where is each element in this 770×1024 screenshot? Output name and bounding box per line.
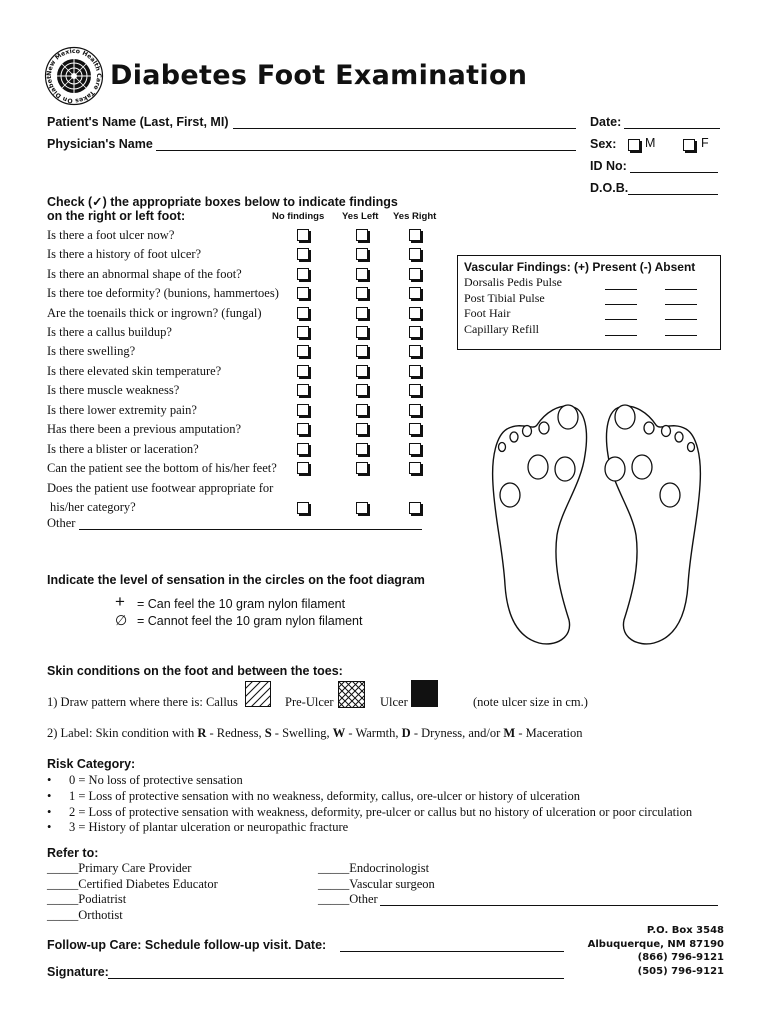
checkbox-row13-yes-left[interactable] — [356, 462, 368, 474]
checkbox-row10-yes-left[interactable] — [356, 404, 368, 416]
vascular-item-capillary: Capillary Refill — [464, 322, 539, 336]
checkbox-row11-yes-left[interactable] — [356, 423, 368, 435]
code-m-text: - Maceration — [515, 726, 583, 740]
id-field[interactable] — [630, 172, 718, 173]
code-w-text: - Warmth, — [345, 726, 402, 740]
question-skin-temperature: Is there elevated skin temperature? — [47, 364, 222, 378]
page-title: Diabetes Foot Examination — [110, 60, 528, 91]
code-d-text: - Dryness, and/or — [410, 726, 504, 740]
signature-label: Signature: — [47, 965, 109, 979]
dob-label: D.O.B. — [590, 181, 629, 195]
checkbox-row12-no-findings[interactable] — [297, 443, 309, 455]
question-ulcer-history: Is there a history of foot ulcer? — [47, 247, 202, 261]
checkbox-row4-yes-right[interactable] — [409, 287, 421, 299]
other-label: Other — [47, 516, 76, 530]
program-logo — [44, 46, 104, 106]
checkbox-row3-yes-left[interactable] — [356, 268, 368, 280]
refer-diabetes-educator[interactable]: _____Certified Diabetes Educator — [47, 877, 218, 891]
question-foot-ulcer: Is there a foot ulcer now? — [47, 228, 175, 242]
question-extremity-pain: Is there lower extremity pain? — [47, 403, 197, 417]
left-big-toe-circle — [558, 405, 578, 429]
checkbox-row7-yes-left[interactable] — [356, 345, 368, 357]
contact-po-box: P.O. Box 3548 — [646, 925, 724, 936]
risk-bullet: • — [47, 789, 52, 803]
question-abnormal-shape: Is there an abnormal shape of the foot? — [47, 267, 242, 281]
question-callus: Is there a callus buildup? — [47, 325, 172, 339]
refer-other[interactable]: _____Other — [318, 892, 378, 906]
ulcer-pattern-swatch — [411, 680, 438, 707]
checkbox-row5-yes-right[interactable] — [409, 307, 421, 319]
checkbox-row1-no-findings[interactable] — [297, 229, 309, 241]
check-instruction-2: on the right or left foot: — [47, 209, 186, 223]
question-toe-deformity: Is there toe deformity? (bunions, hammertoes) — [47, 286, 279, 300]
risk-bullet: • — [47, 805, 52, 819]
left-foot-outline — [493, 406, 587, 644]
checkbox-row1-yes-right[interactable] — [409, 229, 421, 241]
checkbox-row8-yes-right[interactable] — [409, 365, 421, 377]
checkbox-row9-yes-right[interactable] — [409, 384, 421, 396]
vascular-item-dorsalis: Dorsalis Pedis Pulse — [464, 275, 563, 289]
left-foot-sensation-circles — [499, 405, 579, 507]
plus-legend-text: = Can feel the 10 gram nylon filament — [137, 597, 346, 611]
vascular-present-dorsalis[interactable] — [605, 289, 637, 290]
sex-m-label: M — [645, 136, 656, 150]
left-met-1-circle — [555, 457, 575, 481]
vascular-title: Vascular Findings: (+) Present (-) Absent — [464, 260, 696, 274]
question-amputation: Has there been a previous amputation? — [47, 422, 242, 436]
risk-title: Risk Category: — [47, 757, 136, 771]
null-symbol: ∅ — [115, 612, 128, 628]
vascular-absent-capillary[interactable] — [665, 335, 697, 336]
vascular-absent-dorsalis[interactable] — [665, 289, 697, 290]
check-instruction: Check (✓) the appropriate boxes below to indicate findings — [47, 195, 398, 209]
id-label: ID No: — [590, 159, 627, 173]
question-muscle-weakness: Is there muscle weakness? — [47, 383, 180, 397]
checkbox-row13-no-findings[interactable] — [297, 462, 309, 474]
right-big-toe-circle — [615, 405, 635, 429]
question-footwear: Does the patient use footwear appropriate for — [47, 481, 274, 495]
checkbox-row11-no-findings[interactable] — [297, 423, 309, 435]
sex-f-label: F — [701, 136, 709, 150]
patient-name-field[interactable] — [233, 128, 576, 129]
risk-item-1: 1 = Loss of protective sensation with no weakness, deformity, callus, ore-ulcer or history of ulceration — [69, 789, 580, 803]
foot-diagram — [485, 385, 710, 650]
checkbox-row9-no-findings[interactable] — [297, 384, 309, 396]
checkbox-row8-no-findings[interactable] — [297, 365, 309, 377]
right-foot-outline — [607, 406, 701, 644]
checkbox-row4-no-findings[interactable] — [297, 287, 309, 299]
other-field[interactable] — [79, 529, 422, 530]
right-toe-2-circle — [644, 422, 654, 434]
null-legend-text: = Cannot feel the 10 gram nylon filament — [137, 614, 363, 628]
refer-other-field[interactable] — [380, 905, 718, 906]
left-met-5-circle — [500, 483, 520, 507]
vascular-absent-tibial[interactable] — [665, 304, 697, 305]
left-toe-5-circle — [499, 443, 506, 452]
checkbox-row3-yes-right[interactable] — [409, 268, 421, 280]
skin-title: Skin conditions on the foot and between the toes: — [47, 664, 343, 678]
checkbox-row13-yes-right[interactable] — [409, 462, 421, 474]
sensation-title: Indicate the level of sensation in the circles on the foot diagram — [47, 573, 425, 587]
checkbox-row5-yes-left[interactable] — [356, 307, 368, 319]
code-d: D — [401, 726, 411, 740]
checkbox-row14-no-findings[interactable] — [297, 502, 309, 514]
checkbox-row14-yes-left[interactable] — [356, 502, 368, 514]
checkbox-row6-no-findings[interactable] — [297, 326, 309, 338]
refer-title: Refer to: — [47, 846, 99, 860]
code-w: W — [332, 726, 346, 740]
risk-item-2: 2 = Loss of protective sensation with weakness, deformity, pre-ulcer or callus but no history of ulceration or poor circulation — [69, 805, 693, 819]
logo-emblem-icon — [44, 46, 104, 106]
question-blister: Is there a blister or laceration? — [47, 442, 199, 456]
contact-phone-2: (505) 796-9121 — [637, 965, 724, 977]
checkbox-row10-no-findings[interactable] — [297, 404, 309, 416]
right-foot-sensation-circles — [605, 405, 695, 507]
followup-date-field[interactable] — [340, 951, 564, 952]
left-toe-4-circle — [510, 432, 518, 442]
checkbox-row9-yes-left[interactable] — [356, 384, 368, 396]
checkbox-row2-no-findings[interactable] — [297, 248, 309, 260]
plus-symbol: + — [115, 592, 125, 611]
code-s: S — [264, 726, 272, 740]
code-r-text: - Redness, — [206, 726, 265, 740]
checkbox-row8-yes-left[interactable] — [356, 365, 368, 377]
question-footwear-2: his/her category? — [50, 500, 136, 514]
right-met-1-circle — [605, 457, 625, 481]
preulcer-label: Pre-Ulcer — [285, 695, 334, 709]
contact-phone-1: (866) 796-9121 — [637, 952, 724, 963]
vascular-present-tibial[interactable] — [605, 304, 637, 305]
vascular-item-hair: Foot Hair — [464, 306, 511, 320]
column-header-yes-left: Yes Left — [342, 211, 379, 222]
column-header-no-findings: No findings — [272, 211, 325, 222]
checkbox-row3-no-findings[interactable] — [297, 268, 309, 280]
skin-label-intro: 2) Label: Skin condition with — [47, 726, 198, 740]
sex-f-checkbox[interactable] — [683, 139, 695, 151]
risk-bullet: • — [47, 820, 52, 834]
checkbox-row5-no-findings[interactable] — [297, 307, 309, 319]
followup-label: Follow-up Care: Schedule follow-up visit. Date: — [47, 938, 327, 952]
checkbox-row10-yes-right[interactable] — [409, 404, 421, 416]
ulcer-size-note: (note ulcer size in cm.) — [473, 695, 588, 709]
checkbox-row12-yes-left[interactable] — [356, 443, 368, 455]
svg-text:New Mexico Health Care Takes O: New Mexico Health Care Takes On Diabet — [45, 47, 103, 105]
preulcer-pattern-swatch — [338, 681, 365, 708]
risk-bullet: • — [47, 773, 52, 787]
checkbox-row14-yes-right[interactable] — [409, 502, 421, 514]
refer-endocrinologist[interactable]: _____Endocrinologist — [318, 861, 430, 875]
checkbox-row4-yes-left[interactable] — [356, 287, 368, 299]
skin-label-instruction — [47, 726, 583, 741]
refer-orthotist[interactable]: _____Orthotist — [47, 908, 123, 922]
right-toe-5-circle — [688, 443, 695, 452]
checkbox-row2-yes-right[interactable] — [409, 248, 421, 260]
vascular-present-hair[interactable] — [605, 319, 637, 320]
code-r: R — [197, 726, 207, 740]
signature-field[interactable] — [108, 978, 564, 979]
checkbox-row11-yes-right[interactable] — [409, 423, 421, 435]
sex-label: Sex: — [590, 137, 617, 151]
sex-m-checkbox[interactable] — [628, 139, 640, 151]
date-field[interactable] — [624, 128, 720, 129]
right-toe-3-circle — [662, 426, 671, 437]
question-toenails: Are the toenails thick or ingrown? (fungal) — [47, 306, 262, 320]
patient-name-label: Patient's Name (Last, First, MI) — [47, 115, 229, 129]
checkbox-row12-yes-right[interactable] — [409, 443, 421, 455]
skin-draw-instruction: 1) Draw pattern where there is: Callus — [47, 695, 238, 709]
column-header-yes-right: Yes Right — [393, 211, 437, 222]
code-m: M — [503, 726, 516, 740]
physician-name-field[interactable] — [156, 150, 576, 151]
checkbox-row7-no-findings[interactable] — [297, 345, 309, 357]
code-s-text: - Swelling, — [271, 726, 333, 740]
checkbox-row6-yes-right[interactable] — [409, 326, 421, 338]
contact-city: Albuquerque, NM 87190 — [587, 938, 724, 950]
left-toe-2-circle — [539, 422, 549, 434]
physician-name-label: Physician's Name — [47, 137, 153, 151]
contact-address — [588, 924, 724, 978]
vascular-absent-hair[interactable] — [665, 319, 697, 320]
checkbox-row7-yes-right[interactable] — [409, 345, 421, 357]
left-met-3-circle — [528, 455, 548, 479]
checkbox-row1-yes-left[interactable] — [356, 229, 368, 241]
checkbox-row6-yes-left[interactable] — [356, 326, 368, 338]
right-met-5-circle — [660, 483, 680, 507]
right-met-3-circle — [632, 455, 652, 479]
ulcer-label: Ulcer — [380, 695, 408, 709]
left-toe-3-circle — [523, 426, 532, 437]
question-see-feet: Can the patient see the bottom of his/her feet? — [47, 461, 277, 475]
refer-podiatrist[interactable]: _____Podiatrist — [47, 892, 127, 906]
dob-field[interactable] — [628, 194, 718, 195]
checkbox-row2-yes-left[interactable] — [356, 248, 368, 260]
vascular-present-capillary[interactable] — [605, 335, 637, 336]
refer-vascular-surgeon[interactable]: _____Vascular surgeon — [318, 877, 435, 891]
vascular-item-tibial: Post Tibial Pulse — [464, 291, 545, 305]
callus-pattern-swatch — [245, 681, 271, 707]
question-swelling: Is there swelling? — [47, 344, 136, 358]
right-toe-4-circle — [675, 432, 683, 442]
risk-item-0: 0 = No loss of protective sensation — [69, 773, 243, 787]
date-label: Date: — [590, 115, 622, 129]
refer-primary-care[interactable]: _____Primary Care Provider — [47, 861, 192, 875]
risk-item-3: 3 = History of plantar ulceration or neuropathic fracture — [69, 820, 349, 834]
